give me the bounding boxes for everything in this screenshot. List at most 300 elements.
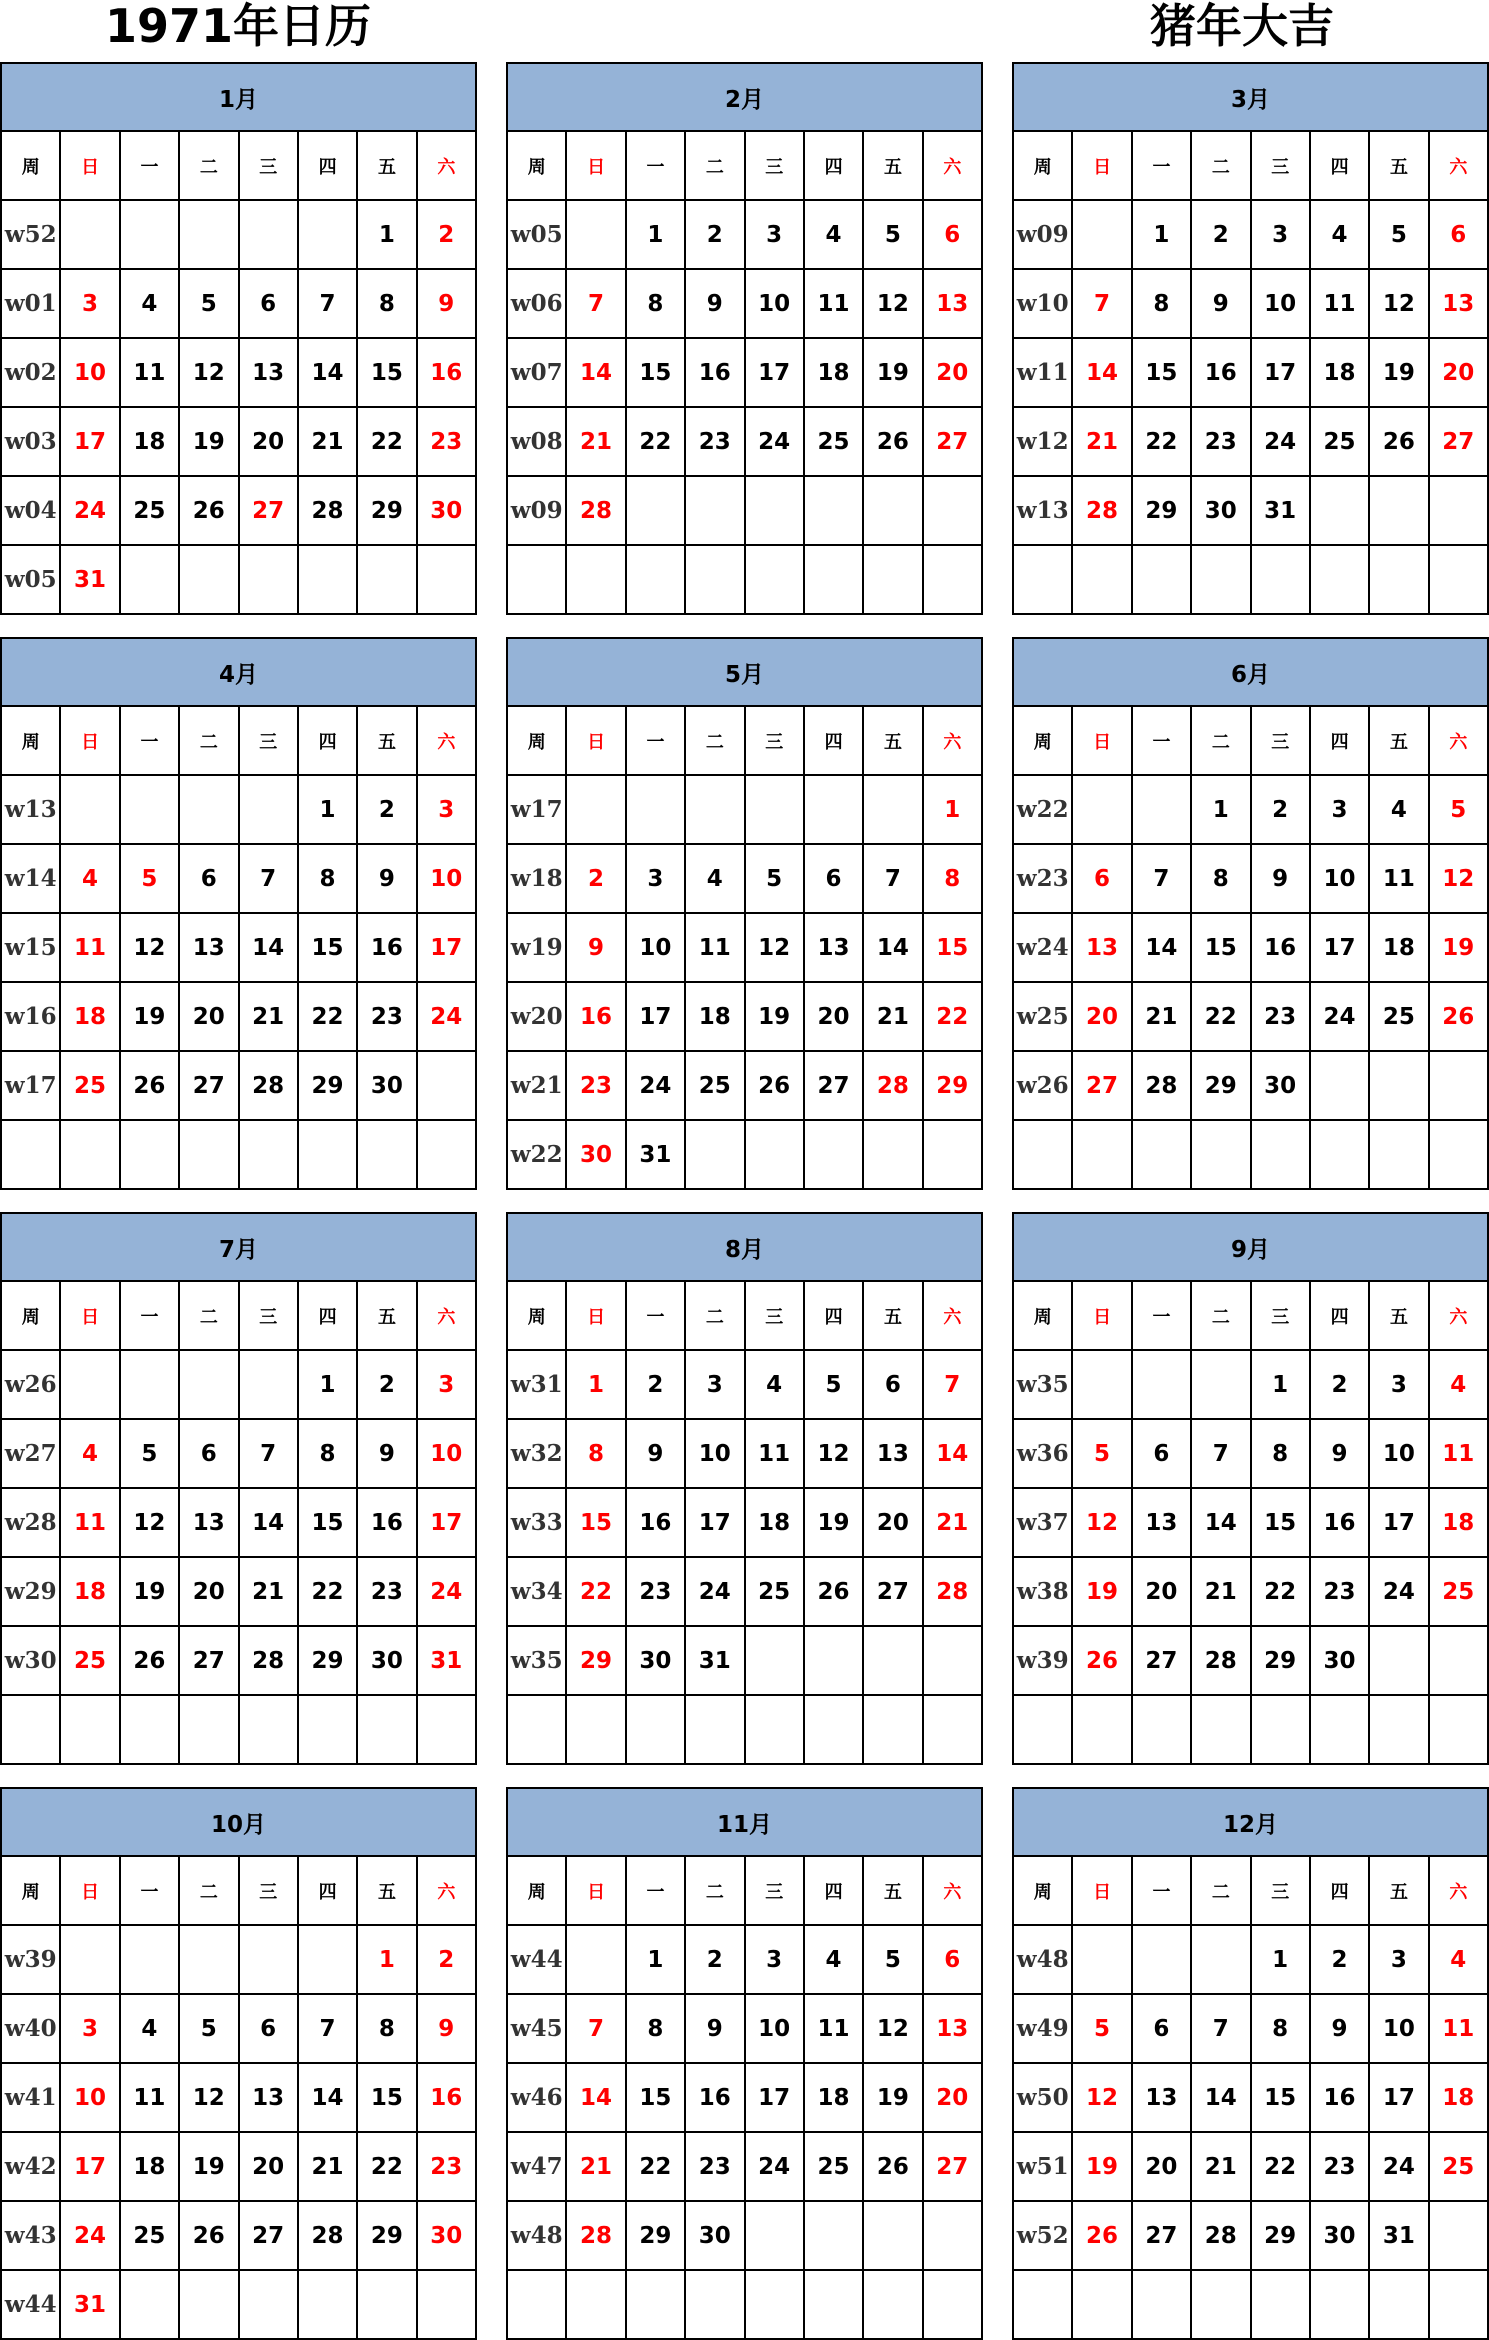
day-cell: 9 (1310, 1419, 1369, 1488)
day-cell: 6 (179, 844, 238, 913)
day-cell: 16 (417, 338, 476, 407)
day-cell (566, 200, 625, 269)
week-number: w06 (507, 269, 566, 338)
month-5 (506, 637, 983, 1181)
weekday-header: 一 (120, 1281, 179, 1350)
weekday-header: 六 (923, 131, 982, 200)
day-cell: 10 (417, 1419, 476, 1488)
day-cell (1191, 2270, 1250, 2339)
day-cell: 30 (1251, 1051, 1310, 1120)
day-cell (1429, 1051, 1488, 1120)
week-row (1013, 2270, 1488, 2339)
weekday-header: 六 (923, 1856, 982, 1925)
month-table (506, 637, 983, 1190)
weekday-header: 二 (1191, 131, 1250, 200)
week-row (1, 2270, 476, 2339)
day-cell: 31 (60, 545, 119, 614)
day-cell: 4 (804, 1925, 863, 1994)
week-number: w49 (1013, 1994, 1072, 2063)
month-table (506, 62, 983, 615)
day-cell (179, 200, 238, 269)
day-cell: 4 (60, 844, 119, 913)
day-cell: 26 (120, 1051, 179, 1120)
day-cell: 10 (60, 2063, 119, 2132)
month-header: 7月 (1, 1213, 476, 1281)
day-cell (357, 545, 416, 614)
day-cell: 10 (745, 269, 804, 338)
day-cell: 15 (566, 1488, 625, 1557)
day-cell: 28 (1191, 1626, 1250, 1695)
weekday-header: 三 (1251, 1281, 1310, 1350)
week-number: w11 (1013, 338, 1072, 407)
day-cell: 11 (1369, 844, 1428, 913)
day-cell (1429, 545, 1488, 614)
day-cell: 25 (60, 1626, 119, 1695)
day-cell: 1 (1251, 1925, 1310, 1994)
day-cell: 9 (1310, 1994, 1369, 2063)
week-row (507, 844, 982, 913)
day-cell: 17 (1369, 2063, 1428, 2132)
day-cell (566, 2270, 625, 2339)
weekday-header: 一 (1132, 1281, 1191, 1350)
weekday-header: 三 (745, 131, 804, 200)
day-cell: 11 (120, 2063, 179, 2132)
calendar-title: 1971年日历 (105, 0, 372, 53)
day-cell: 20 (239, 407, 298, 476)
day-cell (685, 1120, 744, 1189)
day-cell (566, 1695, 625, 1764)
day-cell: 9 (1191, 269, 1250, 338)
day-cell (863, 476, 922, 545)
week-number: w38 (1013, 1557, 1072, 1626)
day-cell: 7 (298, 1994, 357, 2063)
day-cell (239, 1695, 298, 1764)
day-cell (1072, 1350, 1131, 1419)
day-cell: 25 (745, 1557, 804, 1626)
day-cell: 14 (239, 1488, 298, 1557)
day-cell: 6 (1072, 844, 1131, 913)
weekday-header: 二 (1191, 706, 1250, 775)
day-cell: 18 (120, 407, 179, 476)
day-cell: 3 (60, 269, 119, 338)
day-cell: 23 (1310, 2132, 1369, 2201)
day-cell (298, 1925, 357, 1994)
week-row (1, 407, 476, 476)
week-row (1, 1994, 476, 2063)
day-cell: 29 (1132, 476, 1191, 545)
day-cell (417, 545, 476, 614)
week-row (507, 1994, 982, 2063)
day-cell: 28 (863, 1051, 922, 1120)
day-cell (863, 2201, 922, 2270)
weekday-header: 六 (1429, 131, 1488, 200)
day-cell: 29 (566, 1626, 625, 1695)
week-row (1, 2201, 476, 2270)
day-cell: 8 (1191, 844, 1250, 913)
day-cell: 6 (804, 844, 863, 913)
weekday-header: 一 (1132, 1856, 1191, 1925)
week-number: w18 (507, 844, 566, 913)
day-cell: 18 (120, 2132, 179, 2201)
day-cell: 1 (298, 1350, 357, 1419)
week-number: w29 (1, 1557, 60, 1626)
weekday-header: 五 (357, 131, 416, 200)
day-cell: 12 (1429, 844, 1488, 913)
day-cell: 31 (685, 1626, 744, 1695)
day-cell: 12 (804, 1419, 863, 1488)
day-cell: 28 (1072, 476, 1131, 545)
month-table (506, 1787, 983, 2340)
day-cell: 29 (357, 2201, 416, 2270)
day-cell: 8 (626, 1994, 685, 2063)
day-cell: 15 (1132, 338, 1191, 407)
day-cell (804, 476, 863, 545)
day-cell (923, 476, 982, 545)
day-cell: 21 (298, 2132, 357, 2201)
day-cell (1429, 1626, 1488, 1695)
day-cell: 21 (1072, 407, 1131, 476)
week-row (1013, 775, 1488, 844)
day-cell (1132, 775, 1191, 844)
day-cell (1310, 1695, 1369, 1764)
day-cell: 24 (685, 1557, 744, 1626)
day-cell: 5 (1429, 775, 1488, 844)
day-cell: 11 (60, 1488, 119, 1557)
day-cell: 5 (863, 1925, 922, 1994)
week-row (1, 545, 476, 614)
day-cell (298, 2270, 357, 2339)
day-cell (239, 200, 298, 269)
week-row (1013, 982, 1488, 1051)
day-cell (923, 1626, 982, 1695)
weekday-header: 二 (685, 1856, 744, 1925)
week-number (1, 1120, 60, 1189)
day-cell: 16 (566, 982, 625, 1051)
day-cell: 27 (239, 2201, 298, 2270)
day-cell: 21 (298, 407, 357, 476)
day-cell (566, 775, 625, 844)
weekday-header: 日 (60, 706, 119, 775)
week-row (1013, 2201, 1488, 2270)
month-2 (506, 62, 983, 606)
day-cell (1072, 1925, 1131, 1994)
day-cell: 7 (239, 1419, 298, 1488)
day-cell: 20 (179, 982, 238, 1051)
week-number: w10 (1013, 269, 1072, 338)
day-cell: 12 (179, 338, 238, 407)
weekday-header: 二 (1191, 1281, 1250, 1350)
day-cell: 29 (298, 1051, 357, 1120)
day-cell: 30 (1310, 2201, 1369, 2270)
day-cell (179, 1120, 238, 1189)
day-cell (745, 775, 804, 844)
day-cell (566, 545, 625, 614)
month-10 (0, 1787, 477, 2331)
weekday-header: 四 (804, 131, 863, 200)
day-cell: 12 (179, 2063, 238, 2132)
day-cell: 28 (566, 2201, 625, 2270)
day-cell: 20 (1132, 2132, 1191, 2201)
month-7 (0, 1212, 477, 1756)
day-cell (1191, 545, 1250, 614)
day-cell (863, 1120, 922, 1189)
day-cell: 2 (685, 1925, 744, 1994)
week-number: w42 (1, 2132, 60, 2201)
week-row (1013, 1994, 1488, 2063)
day-cell: 5 (179, 1994, 238, 2063)
weekday-header: 日 (1072, 1856, 1131, 1925)
day-cell (60, 200, 119, 269)
week-row (507, 1120, 982, 1189)
day-cell: 26 (1072, 1626, 1131, 1695)
week-column-header: 周 (1013, 1281, 1072, 1350)
day-cell: 24 (1251, 407, 1310, 476)
week-row (1, 982, 476, 1051)
week-row (1, 775, 476, 844)
weekday-header: 六 (417, 131, 476, 200)
weekday-header: 一 (626, 131, 685, 200)
day-cell: 5 (804, 1350, 863, 1419)
day-cell: 30 (357, 1051, 416, 1120)
weekday-header: 六 (417, 706, 476, 775)
week-number: w17 (507, 775, 566, 844)
day-cell (804, 2201, 863, 2270)
weekday-header: 一 (626, 1281, 685, 1350)
month-table (1012, 637, 1489, 1190)
day-cell (417, 1120, 476, 1189)
day-cell (60, 1925, 119, 1994)
day-cell: 12 (1369, 269, 1428, 338)
day-cell (239, 1925, 298, 1994)
day-cell: 6 (239, 269, 298, 338)
day-cell: 3 (60, 1994, 119, 2063)
month-header: 8月 (507, 1213, 982, 1281)
weekday-header: 五 (863, 131, 922, 200)
day-cell (1132, 2270, 1191, 2339)
weekday-header: 日 (566, 131, 625, 200)
weekday-header: 四 (1310, 706, 1369, 775)
day-cell: 5 (863, 200, 922, 269)
day-cell: 3 (1251, 200, 1310, 269)
month-header: 11月 (507, 1788, 982, 1856)
day-cell: 18 (685, 982, 744, 1051)
day-cell: 20 (1072, 982, 1131, 1051)
day-cell: 24 (1369, 2132, 1428, 2201)
day-cell: 8 (298, 844, 357, 913)
weekday-header: 一 (626, 706, 685, 775)
week-row (1, 1419, 476, 1488)
day-cell: 19 (804, 1488, 863, 1557)
day-cell: 9 (357, 844, 416, 913)
day-cell: 5 (1369, 200, 1428, 269)
week-number: w12 (1013, 407, 1072, 476)
week-row (1, 1695, 476, 1764)
week-number: w09 (1013, 200, 1072, 269)
week-number: w21 (507, 1051, 566, 1120)
day-cell: 31 (1369, 2201, 1428, 2270)
day-cell: 18 (1369, 913, 1428, 982)
day-cell: 14 (1191, 2063, 1250, 2132)
month-table (1012, 1787, 1489, 2340)
day-cell: 20 (1132, 1557, 1191, 1626)
day-cell: 6 (923, 1925, 982, 1994)
month-header: 4月 (1, 638, 476, 706)
day-cell: 9 (685, 269, 744, 338)
month-header: 1月 (1, 63, 476, 131)
day-cell: 28 (923, 1557, 982, 1626)
day-cell: 3 (1369, 1925, 1428, 1994)
week-column-header: 周 (1, 1281, 60, 1350)
week-number: w01 (1, 269, 60, 338)
week-row (1013, 1626, 1488, 1695)
day-cell: 24 (60, 2201, 119, 2270)
day-cell: 10 (1369, 1994, 1428, 2063)
weekday-header: 日 (1072, 706, 1131, 775)
day-cell (804, 1120, 863, 1189)
week-number: w37 (1013, 1488, 1072, 1557)
day-cell: 5 (179, 269, 238, 338)
week-number: w36 (1013, 1419, 1072, 1488)
day-cell (1072, 1120, 1131, 1189)
week-row (507, 1925, 982, 1994)
day-cell (1369, 476, 1428, 545)
week-number: w13 (1, 775, 60, 844)
day-cell (923, 1120, 982, 1189)
day-cell (239, 1350, 298, 1419)
day-cell: 7 (239, 844, 298, 913)
day-cell: 27 (1132, 1626, 1191, 1695)
day-cell (1429, 1120, 1488, 1189)
day-cell: 23 (685, 2132, 744, 2201)
week-number: w44 (507, 1925, 566, 1994)
day-cell (120, 2270, 179, 2339)
week-column-header: 周 (507, 1281, 566, 1350)
day-cell (298, 1695, 357, 1764)
day-cell: 1 (1132, 200, 1191, 269)
week-row (507, 775, 982, 844)
day-cell: 13 (1072, 913, 1131, 982)
week-row (1013, 1925, 1488, 1994)
week-number: w09 (507, 476, 566, 545)
day-cell: 11 (804, 1994, 863, 2063)
week-row (507, 2132, 982, 2201)
day-cell: 8 (357, 1994, 416, 2063)
day-cell: 3 (685, 1350, 744, 1419)
weekday-header: 二 (179, 706, 238, 775)
day-cell: 8 (626, 269, 685, 338)
week-row (507, 913, 982, 982)
day-cell (1429, 2270, 1488, 2339)
week-number: w35 (507, 1626, 566, 1695)
week-column-header: 周 (1013, 131, 1072, 200)
day-cell: 27 (1429, 407, 1488, 476)
day-cell: 4 (1369, 775, 1428, 844)
day-cell (1132, 1120, 1191, 1189)
weekday-header: 三 (1251, 706, 1310, 775)
weekday-header: 二 (685, 706, 744, 775)
weekday-header: 四 (298, 1856, 357, 1925)
day-cell: 18 (1429, 2063, 1488, 2132)
day-cell: 14 (239, 913, 298, 982)
day-cell (179, 2270, 238, 2339)
day-cell (863, 2270, 922, 2339)
weekday-header: 四 (1310, 131, 1369, 200)
day-cell: 24 (745, 2132, 804, 2201)
day-cell: 15 (923, 913, 982, 982)
week-row (507, 1626, 982, 1695)
day-cell: 17 (60, 2132, 119, 2201)
weekday-header: 五 (357, 1281, 416, 1350)
week-number: w43 (1, 2201, 60, 2270)
day-cell: 1 (566, 1350, 625, 1419)
day-cell: 26 (863, 407, 922, 476)
day-cell: 7 (566, 1994, 625, 2063)
day-cell: 4 (1429, 1350, 1488, 1419)
day-cell: 19 (745, 982, 804, 1051)
day-cell: 6 (1429, 200, 1488, 269)
day-cell (417, 1695, 476, 1764)
day-cell: 16 (417, 2063, 476, 2132)
day-cell: 27 (179, 1626, 238, 1695)
day-cell: 1 (357, 200, 416, 269)
day-cell: 4 (1310, 200, 1369, 269)
day-cell: 10 (60, 338, 119, 407)
week-number: w22 (1013, 775, 1072, 844)
day-cell: 28 (298, 476, 357, 545)
day-cell (745, 476, 804, 545)
weekday-header: 五 (1369, 706, 1428, 775)
day-cell (60, 1695, 119, 1764)
week-number: w24 (1013, 913, 1072, 982)
day-cell: 14 (298, 338, 357, 407)
day-cell: 7 (566, 269, 625, 338)
week-row (507, 1419, 982, 1488)
week-number: w22 (507, 1120, 566, 1189)
day-cell: 25 (120, 2201, 179, 2270)
day-cell (863, 775, 922, 844)
day-cell: 7 (1072, 269, 1131, 338)
day-cell: 23 (417, 407, 476, 476)
week-row (1013, 1051, 1488, 1120)
day-cell: 4 (745, 1350, 804, 1419)
day-cell: 14 (298, 2063, 357, 2132)
day-cell: 1 (1191, 775, 1250, 844)
week-number: w50 (1013, 2063, 1072, 2132)
week-row (507, 1051, 982, 1120)
day-cell: 16 (626, 1488, 685, 1557)
day-cell: 4 (120, 269, 179, 338)
week-row (507, 982, 982, 1051)
day-cell: 16 (1191, 338, 1250, 407)
day-cell: 9 (1251, 844, 1310, 913)
day-cell: 15 (626, 2063, 685, 2132)
week-number (507, 545, 566, 614)
weekday-header: 六 (923, 706, 982, 775)
weekday-header: 三 (239, 131, 298, 200)
week-number: w14 (1, 844, 60, 913)
week-number (1013, 2270, 1072, 2339)
day-cell: 29 (923, 1051, 982, 1120)
day-cell: 22 (357, 2132, 416, 2201)
day-cell: 17 (1310, 913, 1369, 982)
weekday-header: 二 (179, 1856, 238, 1925)
week-row (1, 200, 476, 269)
day-cell: 17 (1369, 1488, 1428, 1557)
weekday-header: 五 (357, 1856, 416, 1925)
month-3 (1012, 62, 1489, 606)
week-row (507, 545, 982, 614)
week-number: w45 (507, 1994, 566, 2063)
